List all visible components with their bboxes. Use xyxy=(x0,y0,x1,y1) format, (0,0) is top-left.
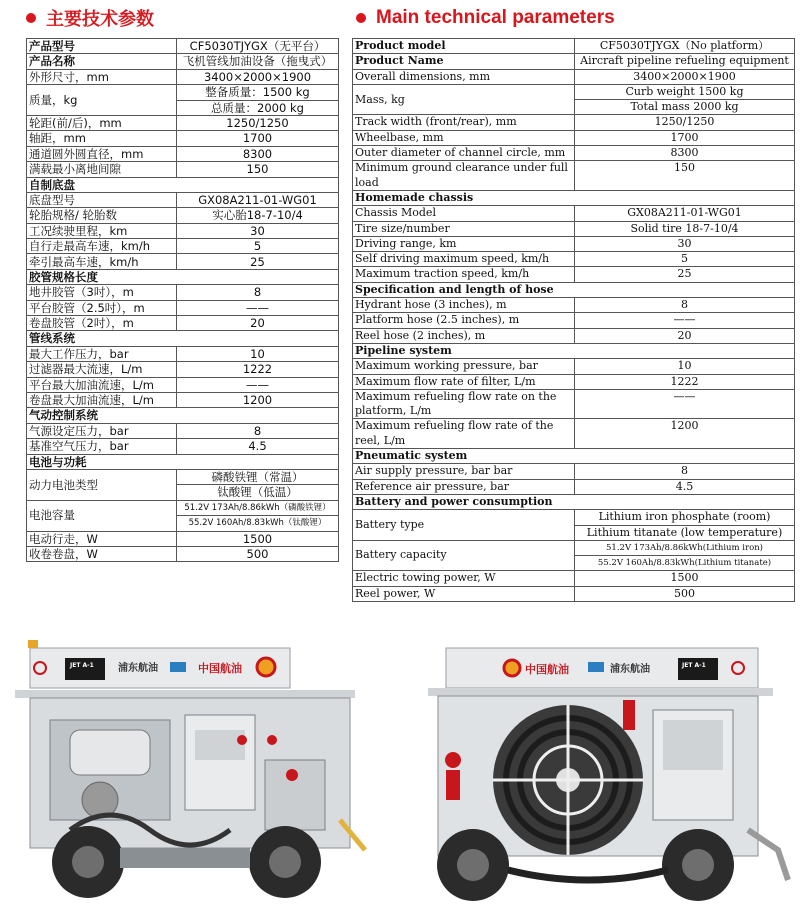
section-title: 管线系统 xyxy=(27,331,339,346)
table-row xyxy=(353,328,795,343)
row-value: GX08A211-01-WG01 xyxy=(575,206,795,221)
row-label: 轮胎规格/ 轮胎数 xyxy=(27,208,177,223)
row-label: Reference air pressure, bar xyxy=(353,479,575,494)
section-title: 自制底盘 xyxy=(27,177,339,192)
section-title: 气动控制系统 xyxy=(27,408,339,423)
table-row xyxy=(27,131,339,146)
table-row xyxy=(27,208,339,223)
row-label: 最大工作压力，bar xyxy=(27,346,177,361)
section-header-row xyxy=(27,408,339,423)
row-label: Wheelbase, mm xyxy=(353,130,575,145)
table-row xyxy=(353,571,795,586)
table-row xyxy=(353,510,795,525)
section-title: Battery and power consumption xyxy=(353,494,795,509)
row-label: 满载最小离地间隙 xyxy=(27,162,177,177)
row-value: 8 xyxy=(177,285,339,300)
row-label: 卷盘最大加油流速，L/m xyxy=(27,392,177,407)
row-value: 5 xyxy=(575,252,795,267)
row-value: 150 xyxy=(177,162,339,177)
table-row xyxy=(353,236,795,251)
section-title: Homemade chassis xyxy=(353,190,795,205)
row-value-primary: 51.2V 173Ah/8.86kWh（磷酸铁锂） xyxy=(177,500,339,515)
table-row xyxy=(27,500,339,515)
row-value-primary: 整备质量：1500 kg xyxy=(177,85,339,100)
section-title: Pneumatic system xyxy=(353,449,795,464)
jet-badge-right: JET A-1 xyxy=(682,662,706,669)
table-row xyxy=(27,531,339,546)
section-header-row xyxy=(27,269,339,284)
row-label: 底盘型号 xyxy=(27,192,177,207)
row-label: 质量，kg xyxy=(27,85,177,116)
table-row xyxy=(27,239,339,254)
table-row xyxy=(27,69,339,84)
table-row xyxy=(27,392,339,407)
row-label: Hydrant hose (3 inches), m xyxy=(353,298,575,313)
row-value: 500 xyxy=(575,586,795,601)
row-value: 1200 xyxy=(177,392,339,407)
table-row xyxy=(27,39,339,54)
row-label: 动力电池类型 xyxy=(27,469,177,500)
section-header-row xyxy=(27,177,339,192)
row-label: 产品型号 xyxy=(27,39,177,54)
row-label: Outer diameter of channel circle, mm xyxy=(353,146,575,161)
table-row xyxy=(353,130,795,145)
table-row xyxy=(353,39,795,54)
row-label: Electric towing power, W xyxy=(353,571,575,586)
equipment-front-illustration xyxy=(10,640,382,910)
row-value: 30 xyxy=(177,223,339,238)
row-label: 自行走最高车速，km/h xyxy=(27,239,177,254)
row-value-secondary: 钛酸锂（低温） xyxy=(177,485,339,500)
row-value: GX08A211-01-WG01 xyxy=(177,192,339,207)
row-value: 8 xyxy=(177,423,339,438)
row-label: Battery capacity xyxy=(353,540,575,571)
row-value: 30 xyxy=(575,236,795,251)
row-value: 实心胎18-7-10/4 xyxy=(177,208,339,223)
row-value: 4.5 xyxy=(177,439,339,454)
section-header-row xyxy=(27,331,339,346)
table-row xyxy=(353,419,795,449)
row-value: CF5030TJYGX（No platform） xyxy=(575,39,795,54)
table-row xyxy=(353,206,795,221)
row-value-primary: 磷酸铁锂（常温） xyxy=(177,469,339,484)
row-value-secondary: Lithium titanate (low temperature) xyxy=(575,525,795,540)
row-label: 外形尺寸，mm xyxy=(27,69,177,84)
equipment-photo-rear xyxy=(398,640,798,910)
partner-brand-right: 浦东航油 xyxy=(610,664,650,675)
row-label: Maximum working pressure, bar xyxy=(353,359,575,374)
row-label: Air supply pressure, bar bar xyxy=(353,464,575,479)
section-title: Specification and length of hose xyxy=(353,282,795,297)
row-value: —— xyxy=(575,313,795,328)
table-row xyxy=(353,540,795,555)
table-row xyxy=(353,84,795,99)
row-label: 平台胶管（2.5吋），m xyxy=(27,300,177,315)
row-value: Aircraft pipeline refueling equipment xyxy=(575,54,795,69)
row-value: —— xyxy=(177,300,339,315)
row-value: 8 xyxy=(575,464,795,479)
table-row xyxy=(353,389,795,419)
row-label: 产品名称 xyxy=(27,54,177,69)
spec-table-chinese xyxy=(26,38,339,562)
table-row xyxy=(353,161,795,191)
table-row xyxy=(353,374,795,389)
row-label: 电动行走，W xyxy=(27,531,177,546)
row-value: 1222 xyxy=(177,362,339,377)
heading-english-text: Main technical parameters xyxy=(376,7,615,28)
row-value-secondary: 55.2V 160Ah/8.83kWh(Lithium titanate) xyxy=(575,556,795,571)
section-title: 胶管规格长度 xyxy=(27,269,339,284)
row-value: —— xyxy=(575,389,795,419)
table-row xyxy=(353,359,795,374)
row-label: 牵引最高车速，km/h xyxy=(27,254,177,269)
table-row xyxy=(27,346,339,361)
jet-badge-left: JET A-1 xyxy=(70,662,94,669)
table-row xyxy=(27,439,339,454)
row-value: 1500 xyxy=(177,531,339,546)
row-label: Battery type xyxy=(353,510,575,541)
bullet-dot-icon xyxy=(356,13,366,23)
table-row xyxy=(27,423,339,438)
table-row xyxy=(27,254,339,269)
row-value: 10 xyxy=(177,346,339,361)
row-value: 8300 xyxy=(575,146,795,161)
row-label: 地井胶管（3吋），m xyxy=(27,285,177,300)
row-value: Solid tire 18-7-10/4 xyxy=(575,221,795,236)
row-label: Driving range, km xyxy=(353,236,575,251)
table-row xyxy=(353,267,795,282)
table-row xyxy=(27,115,339,130)
table-row xyxy=(353,479,795,494)
row-label: 工况续驶里程，km xyxy=(27,223,177,238)
section-title: 电池与功耗 xyxy=(27,454,339,469)
row-value-primary: Curb weight 1500 kg xyxy=(575,84,795,99)
table-row xyxy=(353,115,795,130)
table-row xyxy=(353,54,795,69)
row-label: Mass, kg xyxy=(353,84,575,115)
table-row xyxy=(353,298,795,313)
row-label: Chassis Model xyxy=(353,206,575,221)
table-row xyxy=(27,54,339,69)
row-value: —— xyxy=(177,377,339,392)
row-label: Product Name xyxy=(353,54,575,69)
row-label: 卷盘胶管（2吋），m xyxy=(27,316,177,331)
partner-brand-left: 浦东航油 xyxy=(118,663,158,674)
row-label: Maximum traction speed, km/h xyxy=(353,267,575,282)
heading-english xyxy=(356,6,615,30)
row-value: 3400×2000×1900 xyxy=(575,69,795,84)
table-row xyxy=(27,85,339,100)
row-label: Self driving maximum speed, km/h xyxy=(353,252,575,267)
table-row xyxy=(27,546,339,561)
row-value: 10 xyxy=(575,359,795,374)
row-label: 平台最大加油流速，L/m xyxy=(27,377,177,392)
row-label: 轴距，mm xyxy=(27,131,177,146)
row-value-secondary: Total mass 2000 kg xyxy=(575,100,795,115)
table-row xyxy=(353,221,795,236)
row-value: 1250/1250 xyxy=(575,115,795,130)
row-value: 1700 xyxy=(575,130,795,145)
table-row xyxy=(27,192,339,207)
table-row xyxy=(27,362,339,377)
row-value: CF5030TJYGX（无平台） xyxy=(177,39,339,54)
row-label: Tire size/number xyxy=(353,221,575,236)
row-value: 4.5 xyxy=(575,479,795,494)
row-label: 过滤器最大流速，L/m xyxy=(27,362,177,377)
table-row xyxy=(27,377,339,392)
brand-cn-right: 中国航油 xyxy=(525,663,569,676)
table-row xyxy=(27,223,339,238)
table-row xyxy=(353,586,795,601)
table-row xyxy=(353,146,795,161)
row-value: 8300 xyxy=(177,146,339,161)
row-label: Reel power, W xyxy=(353,586,575,601)
row-value: 25 xyxy=(177,254,339,269)
row-label: Product model xyxy=(353,39,575,54)
table-row xyxy=(27,285,339,300)
row-value: 1700 xyxy=(177,131,339,146)
row-value: 飞机管线加油设备（拖曳式） xyxy=(177,54,339,69)
table-row xyxy=(27,162,339,177)
row-label: Maximum refueling flow rate of the reel, L/m xyxy=(353,419,575,449)
row-label: Maximum flow rate of filter, L/m xyxy=(353,374,575,389)
row-value: 5 xyxy=(177,239,339,254)
row-label: Platform hose (2.5 inches), m xyxy=(353,313,575,328)
row-value: 150 xyxy=(575,161,795,191)
section-header-row xyxy=(353,343,795,358)
row-label: Maximum refueling flow rate on the platform, L/m xyxy=(353,389,575,419)
section-header-row xyxy=(353,494,795,509)
row-value: 500 xyxy=(177,546,339,561)
row-label: 通道圆外圆直径，mm xyxy=(27,146,177,161)
table-row xyxy=(353,313,795,328)
row-label: Reel hose (2 inches), m xyxy=(353,328,575,343)
row-label: 轮距(前/后)，mm xyxy=(27,115,177,130)
table-row xyxy=(27,146,339,161)
row-value-primary: 51.2V 173Ah/8.86kWh(Lithium iron) xyxy=(575,540,795,555)
row-value-primary: Lithium iron phosphate (room) xyxy=(575,510,795,525)
row-value: 25 xyxy=(575,267,795,282)
section-header-row xyxy=(353,282,795,297)
table-row xyxy=(27,316,339,331)
row-label: 基准空气压力，bar xyxy=(27,439,177,454)
table-row xyxy=(353,252,795,267)
section-header-row xyxy=(353,449,795,464)
row-value: 1222 xyxy=(575,374,795,389)
row-value: 20 xyxy=(575,328,795,343)
row-label: Overall dimensions, mm xyxy=(353,69,575,84)
section-header-row xyxy=(27,454,339,469)
table-row xyxy=(27,300,339,315)
row-value: 1200 xyxy=(575,419,795,449)
equipment-photo-front xyxy=(10,640,382,910)
bullet-dot-icon xyxy=(26,13,36,23)
heading-chinese-text: 主要技术参数 xyxy=(46,9,154,30)
row-label: 电池容量 xyxy=(27,500,177,531)
row-label: Minimum ground clearance under full load xyxy=(353,161,575,191)
row-value: 3400×2000×1900 xyxy=(177,69,339,84)
row-value-secondary: 总质量：2000 kg xyxy=(177,100,339,115)
table-row xyxy=(27,469,339,484)
row-value-secondary: 55.2V 160Ah/8.83kWh（钛酸锂） xyxy=(177,516,339,531)
equipment-rear-illustration xyxy=(398,640,798,910)
row-value: 20 xyxy=(177,316,339,331)
row-value: 1250/1250 xyxy=(177,115,339,130)
table-row xyxy=(353,464,795,479)
spec-table-english xyxy=(352,38,795,602)
row-label: Track width (front/rear), mm xyxy=(353,115,575,130)
table-row xyxy=(353,69,795,84)
heading-chinese xyxy=(26,6,154,30)
row-label: 气源设定压力，bar xyxy=(27,423,177,438)
row-label: 收卷卷盘，W xyxy=(27,546,177,561)
section-title: Pipeline system xyxy=(353,343,795,358)
section-header-row xyxy=(353,190,795,205)
brand-cn-left: 中国航油 xyxy=(198,662,242,675)
row-value: 8 xyxy=(575,298,795,313)
row-value: 1500 xyxy=(575,571,795,586)
